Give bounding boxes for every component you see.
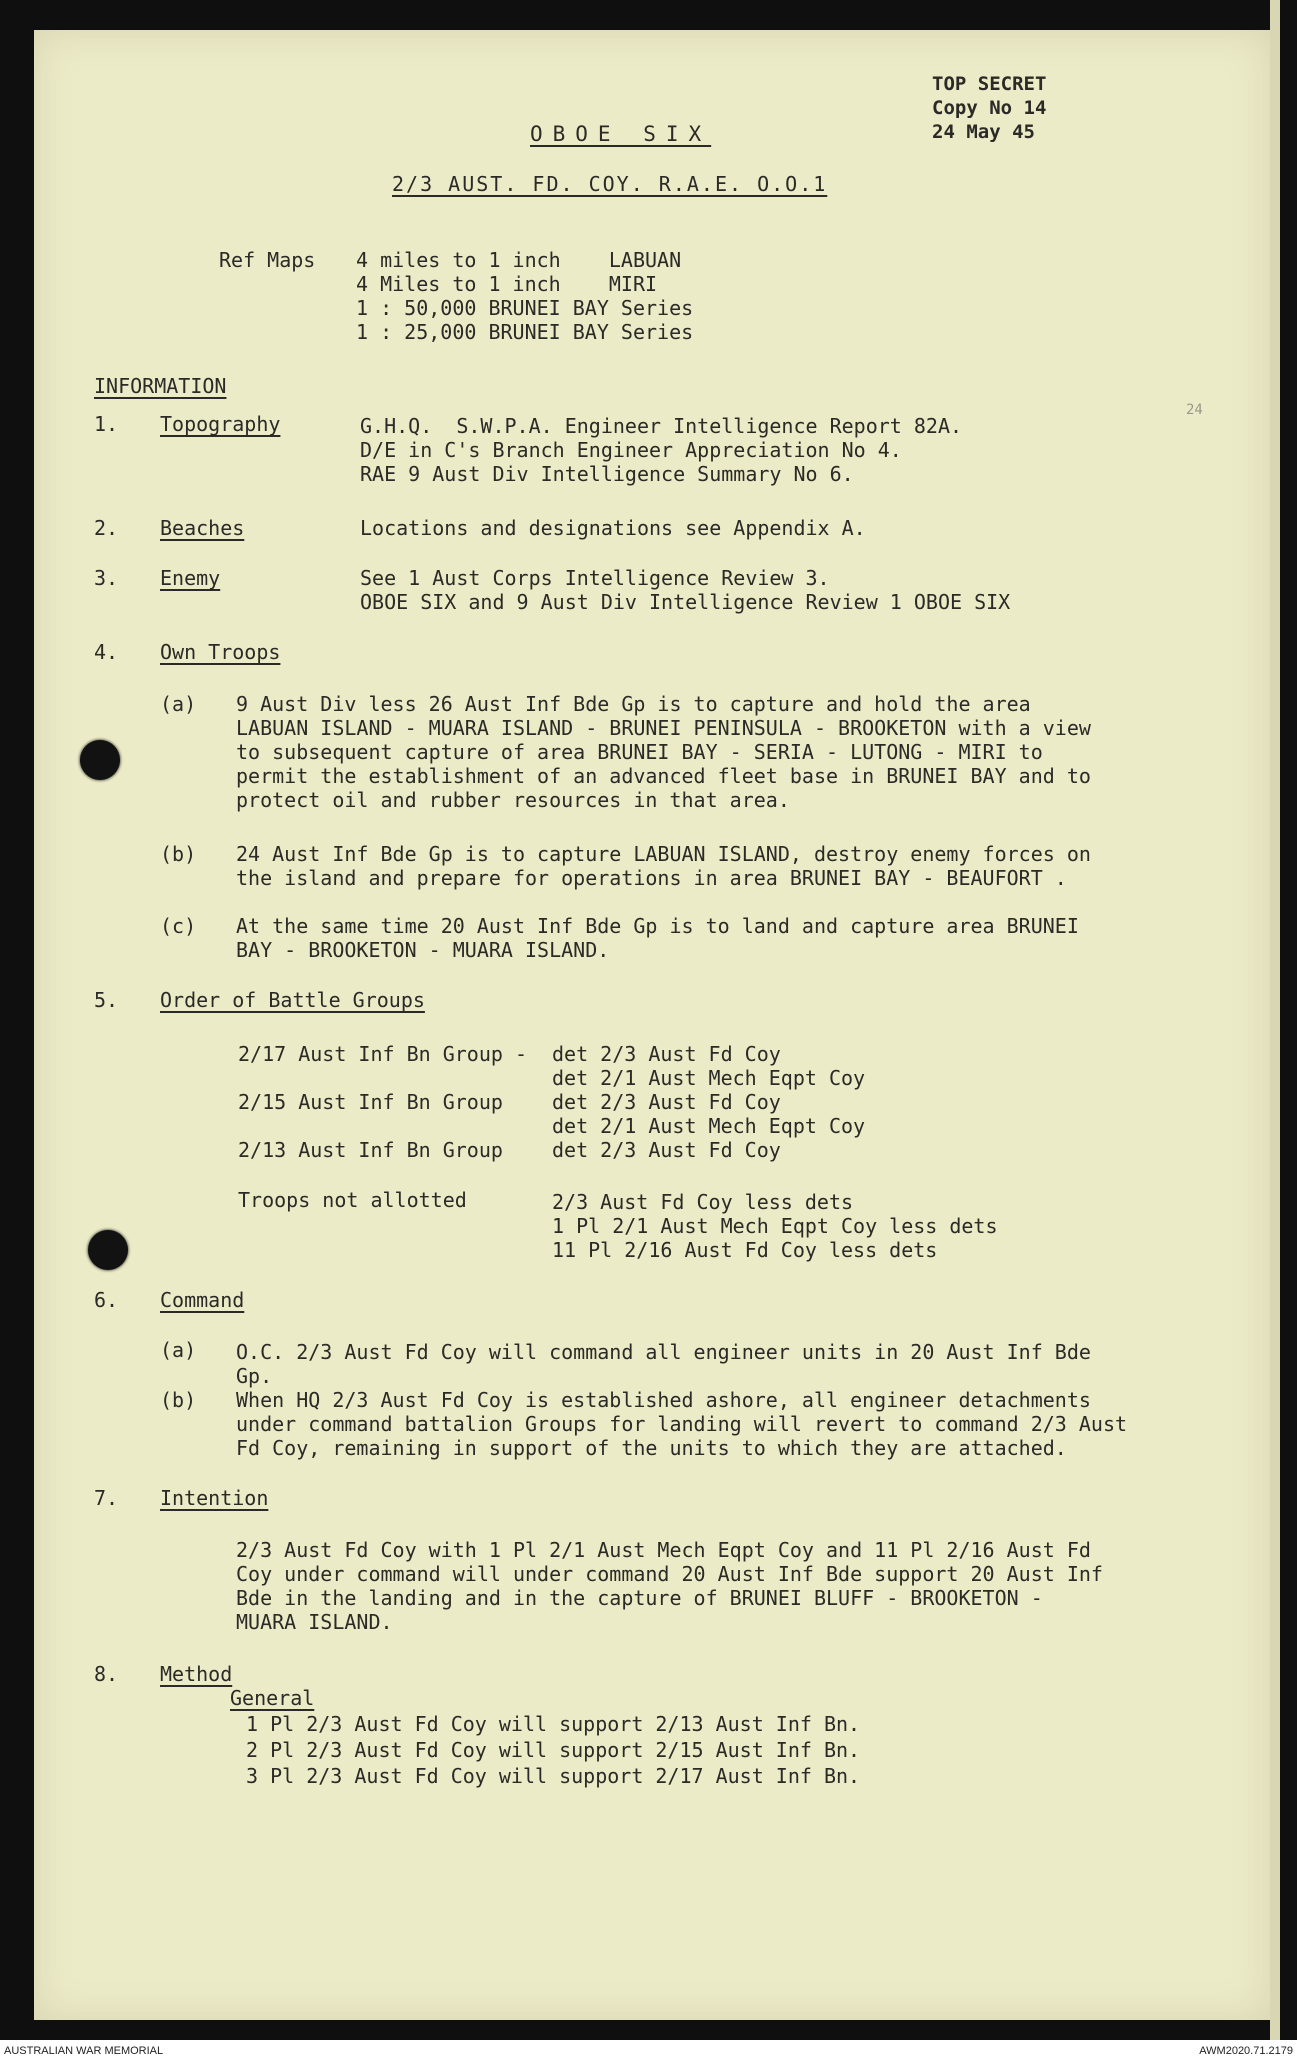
paragraph-label: (b) — [160, 842, 197, 866]
section-heading: Method — [160, 1662, 233, 1686]
method-subheading: General — [230, 1686, 315, 1710]
section-number: 2. — [94, 516, 119, 540]
paragraph-line: 24 Aust Inf Bde Gp is to capture LABUAN ISLAND, destroy enemy forces on — [236, 842, 1091, 866]
section-number: 1. — [94, 412, 119, 436]
section-number: 4. — [94, 640, 119, 664]
section-line: OBOE SIX and 9 Aust Div Intelligence Review 1 OBOE SIX — [360, 590, 1011, 614]
ref-map-line: 4 miles to 1 inch LABUAN — [356, 248, 682, 272]
paragraph-line: O.C. 2/3 Aust Fd Coy will command all engineer units in 20 Aust Inf Bde — [236, 1340, 1091, 1364]
paragraph-label: (c) — [160, 914, 197, 938]
ref-map-line: 4 Miles to 1 inch MIRI — [356, 272, 658, 296]
classification-line-2: Copy No 14 — [932, 97, 1047, 119]
ref-map-line: 1 : 50,000 BRUNEI BAY Series — [356, 296, 694, 320]
battle-group-attachment: 1 Pl 2/1 Aust Mech Eqpt Coy less dets — [552, 1214, 998, 1238]
battle-group-unit: 2/15 Aust Inf Bn Group — [238, 1090, 503, 1114]
paragraph-line: 2/3 Aust Fd Coy with 1 Pl 2/1 Aust Mech Eqpt Coy and 11 Pl 2/16 Aust Fd — [236, 1538, 1091, 1562]
paragraph-label: (b) — [160, 1388, 197, 1412]
section-number: 6. — [94, 1288, 119, 1312]
paragraph-line: When HQ 2/3 Aust Fd Coy is established ashore, all engineer detachments — [236, 1388, 1091, 1412]
battle-group-attachment: det 2/1 Aust Mech Eqpt Coy — [552, 1114, 866, 1138]
margin-mark: 24 — [1186, 402, 1203, 418]
classification-line-3: 24 May 45 — [932, 121, 1035, 143]
ref-map-line: 1 : 25,000 BRUNEI BAY Series — [356, 320, 694, 344]
method-line: 1 Pl 2/3 Aust Fd Coy will support 2/13 Aust Inf Bn. — [246, 1712, 861, 1736]
method-line: 3 Pl 2/3 Aust Fd Coy will support 2/17 Aust Inf Bn. — [246, 1764, 861, 1788]
paragraph-line: BAY - BROOKETON - MUARA ISLAND. — [236, 938, 610, 962]
battle-group-unit: 2/17 Aust Inf Bn Group - — [238, 1042, 527, 1066]
paragraph-line: permit the establishment of an advanced fleet base in BRUNEI BAY and to — [236, 764, 1091, 788]
section-line: See 1 Aust Corps Intelligence Review 3. — [360, 566, 830, 590]
section-number: 3. — [94, 566, 119, 590]
method-line: 2 Pl 2/3 Aust Fd Coy will support 2/15 Aust Inf Bn. — [246, 1738, 861, 1762]
document-title: OBOE SIX — [530, 122, 712, 146]
section-line: RAE 9 Aust Div Intelligence Summary No 6. — [360, 462, 854, 486]
footer-left: AUSTRALIAN WAR MEMORIAL — [4, 2045, 164, 2057]
footer-bar — [0, 2041, 1297, 2061]
section-heading: Topography — [160, 412, 281, 436]
section-number: 8. — [94, 1662, 119, 1686]
paragraph-line: under command battalion Groups for landing will revert to command 2/3 Aust — [236, 1412, 1128, 1436]
paragraph-line: the island and prepare for operations in area BRUNEI BAY - BEAUFORT . — [236, 866, 1067, 890]
paragraph-line: protect oil and rubber resources in that area. — [236, 788, 790, 812]
paragraph-line: 9 Aust Div less 26 Aust Inf Bde Gp is to capture and hold the area — [236, 692, 1031, 716]
section-number: 5. — [94, 988, 119, 1012]
battle-group-attachment: det 2/1 Aust Mech Eqpt Coy — [552, 1066, 866, 1090]
paragraph-line: Bde in the landing and in the capture of BRUNEI BLUFF - BROOKETON - — [236, 1586, 1043, 1610]
punch-hole — [80, 740, 120, 780]
page-edge — [1270, 0, 1280, 2040]
footer-right: AWM2020.71.2179 — [1199, 2045, 1293, 2057]
battle-group-attachment: det 2/3 Aust Fd Coy — [552, 1090, 781, 1114]
paragraph-line: At the same time 20 Aust Inf Bde Gp is to land and capture area BRUNEI — [236, 914, 1079, 938]
paragraph-line: LABUAN ISLAND - MUARA ISLAND - BRUNEI PENINSULA - BROOKETON with a view — [236, 716, 1091, 740]
paragraph-label: (a) — [160, 692, 197, 716]
battle-group-attachment: 11 Pl 2/16 Aust Fd Coy less dets — [552, 1238, 938, 1262]
section-heading: Command — [160, 1288, 245, 1312]
document-subtitle: 2/3 AUST. FD. COY. R.A.E. O.O.1 — [392, 172, 828, 196]
paragraph-line: MUARA ISLAND. — [236, 1610, 393, 1634]
paragraph-line: Gp. — [236, 1364, 273, 1388]
section-line: G.H.Q. S.W.P.A. Engineer Intelligence Report 82A. — [360, 414, 963, 438]
ref-maps-label: Ref Maps — [219, 248, 316, 272]
section-heading: Own Troops — [160, 640, 281, 664]
paragraph-label: (a) — [160, 1338, 197, 1362]
paragraph-line: Fd Coy, remaining in support of the units to which they are attached. — [236, 1436, 1067, 1460]
battle-group-attachment: 2/3 Aust Fd Coy less dets — [552, 1190, 854, 1214]
information-heading: INFORMATION — [94, 374, 227, 398]
section-line: Locations and designations see Appendix A. — [360, 516, 866, 540]
section-heading: Enemy — [160, 566, 221, 590]
section-line: D/E in C's Branch Engineer Appreciation No 4. — [360, 438, 902, 462]
document-page — [34, 30, 1270, 2020]
section-heading: Order of Battle Groups — [160, 988, 425, 1012]
paragraph-line: Coy under command will under command 20 Aust Inf Bde support 20 Aust Inf — [236, 1562, 1103, 1586]
section-number: 7. — [94, 1486, 119, 1510]
paragraph-line: to subsequent capture of area BRUNEI BAY - SERIA - LUTONG - MIRI to — [236, 740, 1043, 764]
punch-hole — [88, 1230, 128, 1270]
section-heading: Beaches — [160, 516, 245, 540]
battle-group-attachment: det 2/3 Aust Fd Coy — [552, 1138, 781, 1162]
battle-group-unit: Troops not allotted — [238, 1188, 467, 1212]
battle-group-unit: 2/13 Aust Inf Bn Group — [238, 1138, 503, 1162]
classification-line-1: TOP SECRET — [932, 73, 1047, 95]
battle-group-attachment: det 2/3 Aust Fd Coy — [552, 1042, 781, 1066]
section-heading: Intention — [160, 1486, 269, 1510]
